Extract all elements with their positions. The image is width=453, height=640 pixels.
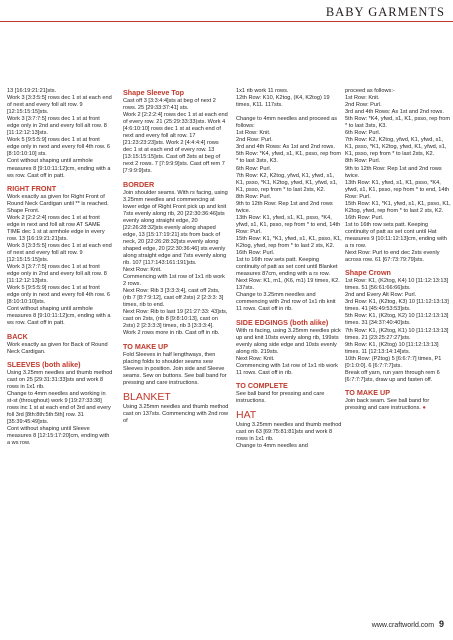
paragraph: 13th Row: K1, yfwd, s1, K1, psso, *K4, yfwd, s1, K1, psso, rep from * to end, 14th Row: Purl. <box>236 214 341 235</box>
paragraph: See ball band for pressing and care instructions. <box>236 390 325 404</box>
paragraph: 1st Row: Knit. <box>345 95 380 102</box>
paragraph: 2nd Row: Purl. <box>345 102 382 109</box>
paragraph: 3rd and 4th Rows: As 1st and 2nd rows. <box>236 144 335 151</box>
paragraph: Using 3.25mm needles and thumb method cast on 25 [29:31:31:33]sts and work 8 rows in 1x1 rib. <box>7 369 113 390</box>
paragraph: Work 2 rows more in rib. Cast off in rib. <box>123 330 220 337</box>
paragraph: 8th Row: Purl. <box>236 193 272 200</box>
paragraph: 7th Row: K2, K2tog, yfwd, K1, yfwd, s1, K1, psso, *K1, K2tog, yfwd, K1, yfwd, s1, K1, psso, rep from * to last 2sts, K2. <box>345 137 447 158</box>
paragraph: Next Row: K1, m1, (K6, m1) 19 times, K2. 137sts. <box>236 278 340 292</box>
page-number: 9 <box>438 619 444 629</box>
paragraph: Change to 4mm needles and <box>236 443 308 450</box>
column-2 <box>123 88 229 425</box>
paragraph: Join back seam. See ball band for pressing and care instructions. ● <box>345 397 430 411</box>
paragraph: 16th Row: Purl. <box>236 250 275 257</box>
paragraph: Work 5 [9:5:5:9] rows dec 1 st at front edge only in next and every foll 4th row. 6 [8:10:10:10] sts. <box>7 137 110 158</box>
paragraph: Cont without shaping until Sleeve measures 8 [12:15:17:20]cm, ending with a ws row. <box>7 425 110 447</box>
paragraph: Change to 3.25mm needles and commencing with 2nd row of 1x1 rib knit 11 rows. Cast off in rib. <box>236 292 336 313</box>
section-heading: Shape Sleeve Top <box>123 88 184 97</box>
paragraph: 1x1 rib work 11 rows. <box>236 88 289 94</box>
paragraph: Break off yarn, run yarn through rem 6 [6:7:7:7]sts, draw up and fasten off. <box>345 369 440 383</box>
pattern-heading: BLANKET <box>123 390 171 403</box>
paragraph: Fold Sleeves in half lengthways, then placing folds to shoulder seams sew Sleeves in position. Join side and Sleeve seams. Sew on buttons. See ball band for pressing and care instructions. <box>123 351 227 386</box>
paragraph: 7th Row: K1, (K2tog, K1) 10 [11:12:13:13] times. 21 [23:25:27:27]sts. <box>345 327 449 341</box>
paragraph: Work exactly as given for Back of Round Neck Cardigan. <box>7 341 108 355</box>
paragraph: Work 5 [9:5:5:9] rows dec 1 st at front edge only in next and every foll 4th row. 6 [8:10:10:10]sts. <box>7 285 110 306</box>
paragraph: Work 2 [2:2:2:4] rows dec 1 st at each end of every row. 21 (25:29:33:33)sts. Work 4 [4:6:10:10] rows dec 1 st at each end of next and every foll alt row. 17 [21:23:23:23]sts. Work 2 [4:4:4:4] rows dec 1 st at each end of every row. 13 [13:15:15:15]sts. Cast off 3sts at beg of next 2 rows. 7 [7:9:9:9]sts. Cast off rem 7 [7:9:9:9]sts. <box>123 112 228 175</box>
paragraph: Join shoulder seams. With rs facing, using 3.25mm needles and commencing at lower edge of Right Front pick up and knit 7sts evenly along rib, 20 [22:30:36:46]sts evenly along straight edge, 20 [22:26:28:32]sts evenly along shaped edge, 13 [15:17:19:21] sts from back of neck, 20 [22:26:28:32]sts evenly along shaped edge, 20 [22:30:36:46] sts evenly along straight edge and 7sts evenly along rib. 107 [117:143:161:191]sts. <box>123 189 228 266</box>
section-heading: BORDER <box>123 179 155 189</box>
paragraph: Work 2 [2:2:2:4] rows dec 1 st at front edge in next and foll alt row AT SAME TIME dec 1 st at armhole edge in every row. 13 [16:19:21:21]sts. <box>7 214 105 242</box>
paragraph: Cast off 3 [3:3:4:4]sts at beg of next 2 rows. 25 [29:33:37:41] sts. <box>123 98 216 112</box>
paragraph: 1st Row: Knit. <box>236 130 271 137</box>
section-heading: BACK <box>7 331 28 341</box>
paragraph: Work 3 [3:3:5:5] rows dec 1 st at each end of next and every foll alt row. 9 [12:15:15:15]sts. <box>7 242 112 264</box>
website-url: www.craftworld.com <box>371 622 435 629</box>
paragraph: 1st to 16th row sets patt. Keeping continuity of patt as set cont until Blanket measures 87cm, ending with a rs row. <box>236 257 338 278</box>
paragraph: 12th Row: K10, K2tog, (K4, K2tog) 19 times, K11. 117sts. <box>236 95 330 109</box>
paragraph: 6th Row: Purl. <box>345 130 381 137</box>
paragraph: Work 3 [3:7:7:5] rows dec 1 st at front edge only in 2nd and every foll alt row. 8 [11:12:12:13]sts. <box>7 264 107 285</box>
paragraph: 3rd and 4th Rows: As 1st and 2nd rows. 5th Row: *K4, yfwd, s1, K1, psso, rep from * to last 3sts, K3. <box>345 109 451 130</box>
paragraph: Next Row: Rib 3 [3:3:3:4], cast off 2sts, (rib 7 [8:7:9:12], cast off 2sts) 2 [2:3:3: 3] times, rib to end. <box>123 288 224 309</box>
column-1 <box>7 88 113 447</box>
paragraph: Cont without shaping until armhole measures 8 [9:10:11:12]cm, ending with a ws row. Cast off in patt. <box>7 306 111 327</box>
paragraph: proceed as follows:- <box>345 88 395 94</box>
paragraph: 9th to 12th Row: Rep 1st and 2nd rows twice. <box>345 165 442 179</box>
paragraph: Change to 4mm needles and proceed as follows: <box>236 116 338 130</box>
page-footer <box>372 619 444 629</box>
page-header <box>0 0 453 22</box>
paragraph: Work 3 [3:7:7:5] rows dec 1 st at front edge only in 2nd and every foll alt row. 8 [11:12:12:13]sts. <box>7 116 107 137</box>
section-heading: TO MAKE UP <box>345 387 390 397</box>
paragraph: 1st Row: K1, (K2tog, K4) 10 [11:12:13:13] times. 51 [56:61:66:66]sts. <box>345 278 449 292</box>
section-heading: TO COMPLETE <box>236 380 288 390</box>
paragraph: Change to 4mm needles and working in st-st (throughout) work 9 [19:27:33:38] rows inc 1 st at each end of 3rd and every foll 3rd [8th:8th:5th:5th] row. 31 [35:39:45:49]sts. <box>7 390 111 425</box>
section-heading: TO MAKE UP <box>123 341 168 351</box>
paragraph: 13th Row: K1, yfwd, s1, K1, psso, *K4, yfwd, s1, K1, psso, rep from * to end, 14th Row: Purl. <box>345 179 450 200</box>
paragraph: 8th Row: Purl. <box>345 158 381 165</box>
paragraph: 7th Row: K2, K2tog, yfwd, K1, yfwd, s1, K1, psso, *K1, K2tog, yfwd, K1, yfwd, s1, K1, psso, rep from * to last 2sts, K2. <box>236 172 338 193</box>
paragraph: 13 [16:19:21:21]sts. <box>7 88 57 94</box>
paragraph: 15th Row: K1, *K1, yfwd, s1, K1, psso, K1, K2tog, yfwd, rep from * to last 2 sts, K2. <box>236 235 342 250</box>
column-3 <box>236 88 342 450</box>
paragraph: Commencing with 1st row of 1x1 rib work 2 rows. <box>123 274 225 288</box>
paragraph: 16th Row: Purl. <box>345 214 384 221</box>
paragraph <box>236 109 342 116</box>
paragraph: Work exactly as given for Right Front of Round Neck Cardigan until ** is reached. <box>7 193 109 207</box>
paragraph: 5th Row: K1, (K2tog, K2) 10 [11:12:13:13] times. 31 [34:37:40:40]sts. <box>345 313 449 327</box>
paragraph: Next Row: Knit. <box>123 267 162 274</box>
header-rule <box>0 21 453 22</box>
paragraph: Using 3.25mm needles and thumb method cast on 63 [69:75:81:81]sts and work 8 rows in 1x1 rib. <box>236 421 342 443</box>
paragraph: Next Row: Rib to last 19 [21:27:33: 43]sts, cast on 2sts, (rib 8 [9:8:10:13], cast on 2sts) 2 [2:3:3:3] times, rib 3 [3:3:3:4]. <box>123 309 228 330</box>
paragraph: 2nd and Every Alt Row: Purl. <box>345 292 417 299</box>
paragraph: With rs facing, using 3.25mm needles pick up and knit 10sts evenly along rib, 199sts evenly along side edge and 10sts evenly along rib. 219sts. <box>236 327 341 355</box>
paragraph: Next Row: Purl to end dec 2sts evenly across row. 61 [67:73:79:79]sts. <box>345 250 440 264</box>
paragraph: Shape Front. <box>7 207 40 214</box>
section-heading: SLEEVES (both alike) <box>7 359 81 369</box>
paragraph: 9th Row: K1, (K2tog) 10 [11:12:13:13] times. 11 [12:13:14:14]sts. <box>345 341 439 355</box>
pattern-heading: HAT <box>236 408 257 421</box>
paragraph: Next Row: Knit. <box>236 355 275 362</box>
section-heading: Shape Crown <box>345 268 391 278</box>
section-heading: SIDE EDGINGS (both alike) <box>236 317 329 327</box>
end-mark-icon: ● <box>422 404 426 411</box>
paragraph: Cont without shaping until armhole measures 8 [9:10:11:12]cm, ending with a ws row. Cast off in patt. <box>7 158 111 179</box>
column-4 <box>345 88 451 412</box>
paragraph: 15th Row: K1, *K1, yfwd, s1, K1, psso, K1, K2tog, yfwd, rep from * to last 2 sts, K2. <box>345 200 451 214</box>
section-title: BABY GARMENTS <box>325 5 445 19</box>
paragraph: Work 3 [3:3:5:5] rows dec 1 st at each end of next and every foll alt row. 9 [12:15:15:15]sts. <box>7 95 112 116</box>
paragraph: 3rd Row: K1, (K2tog, K3) 10 [11:12:13:13] times. 41 [45:49:53:53]sts. <box>345 299 449 313</box>
section-heading: RIGHT FRONT <box>7 183 57 193</box>
paragraph: Using 3.25mm needles and thumb method cast on 137sts. Commencing with 2nd row of <box>123 403 229 424</box>
paragraph: 1st to 16th row sets patt. Keeping continuity of patt as set cont until Hat measures 9 [10:11:12:13]cm, ending with a rs row. <box>345 221 447 250</box>
paragraph: 5th Row: *K4, yfwd, s1, K1, psso, rep from * to last 3sts, K3. <box>236 151 342 165</box>
paragraph: 10th Row: (P2tog) 5 [6:6:7:7] times, P1 [0:1:0:0]. 6 [6:7:7:7]sts. <box>345 355 442 369</box>
paragraph: 6th Row: Purl. <box>236 165 272 172</box>
paragraph: Commencing with 1st row of 1x1 rib work 11 rows. Cast off in rib. <box>236 362 338 376</box>
paragraph: 9th to 12th Row: Rep 1st and 2nd rows twice. <box>236 200 333 214</box>
paragraph: 2nd Row: Purl. <box>236 137 273 144</box>
